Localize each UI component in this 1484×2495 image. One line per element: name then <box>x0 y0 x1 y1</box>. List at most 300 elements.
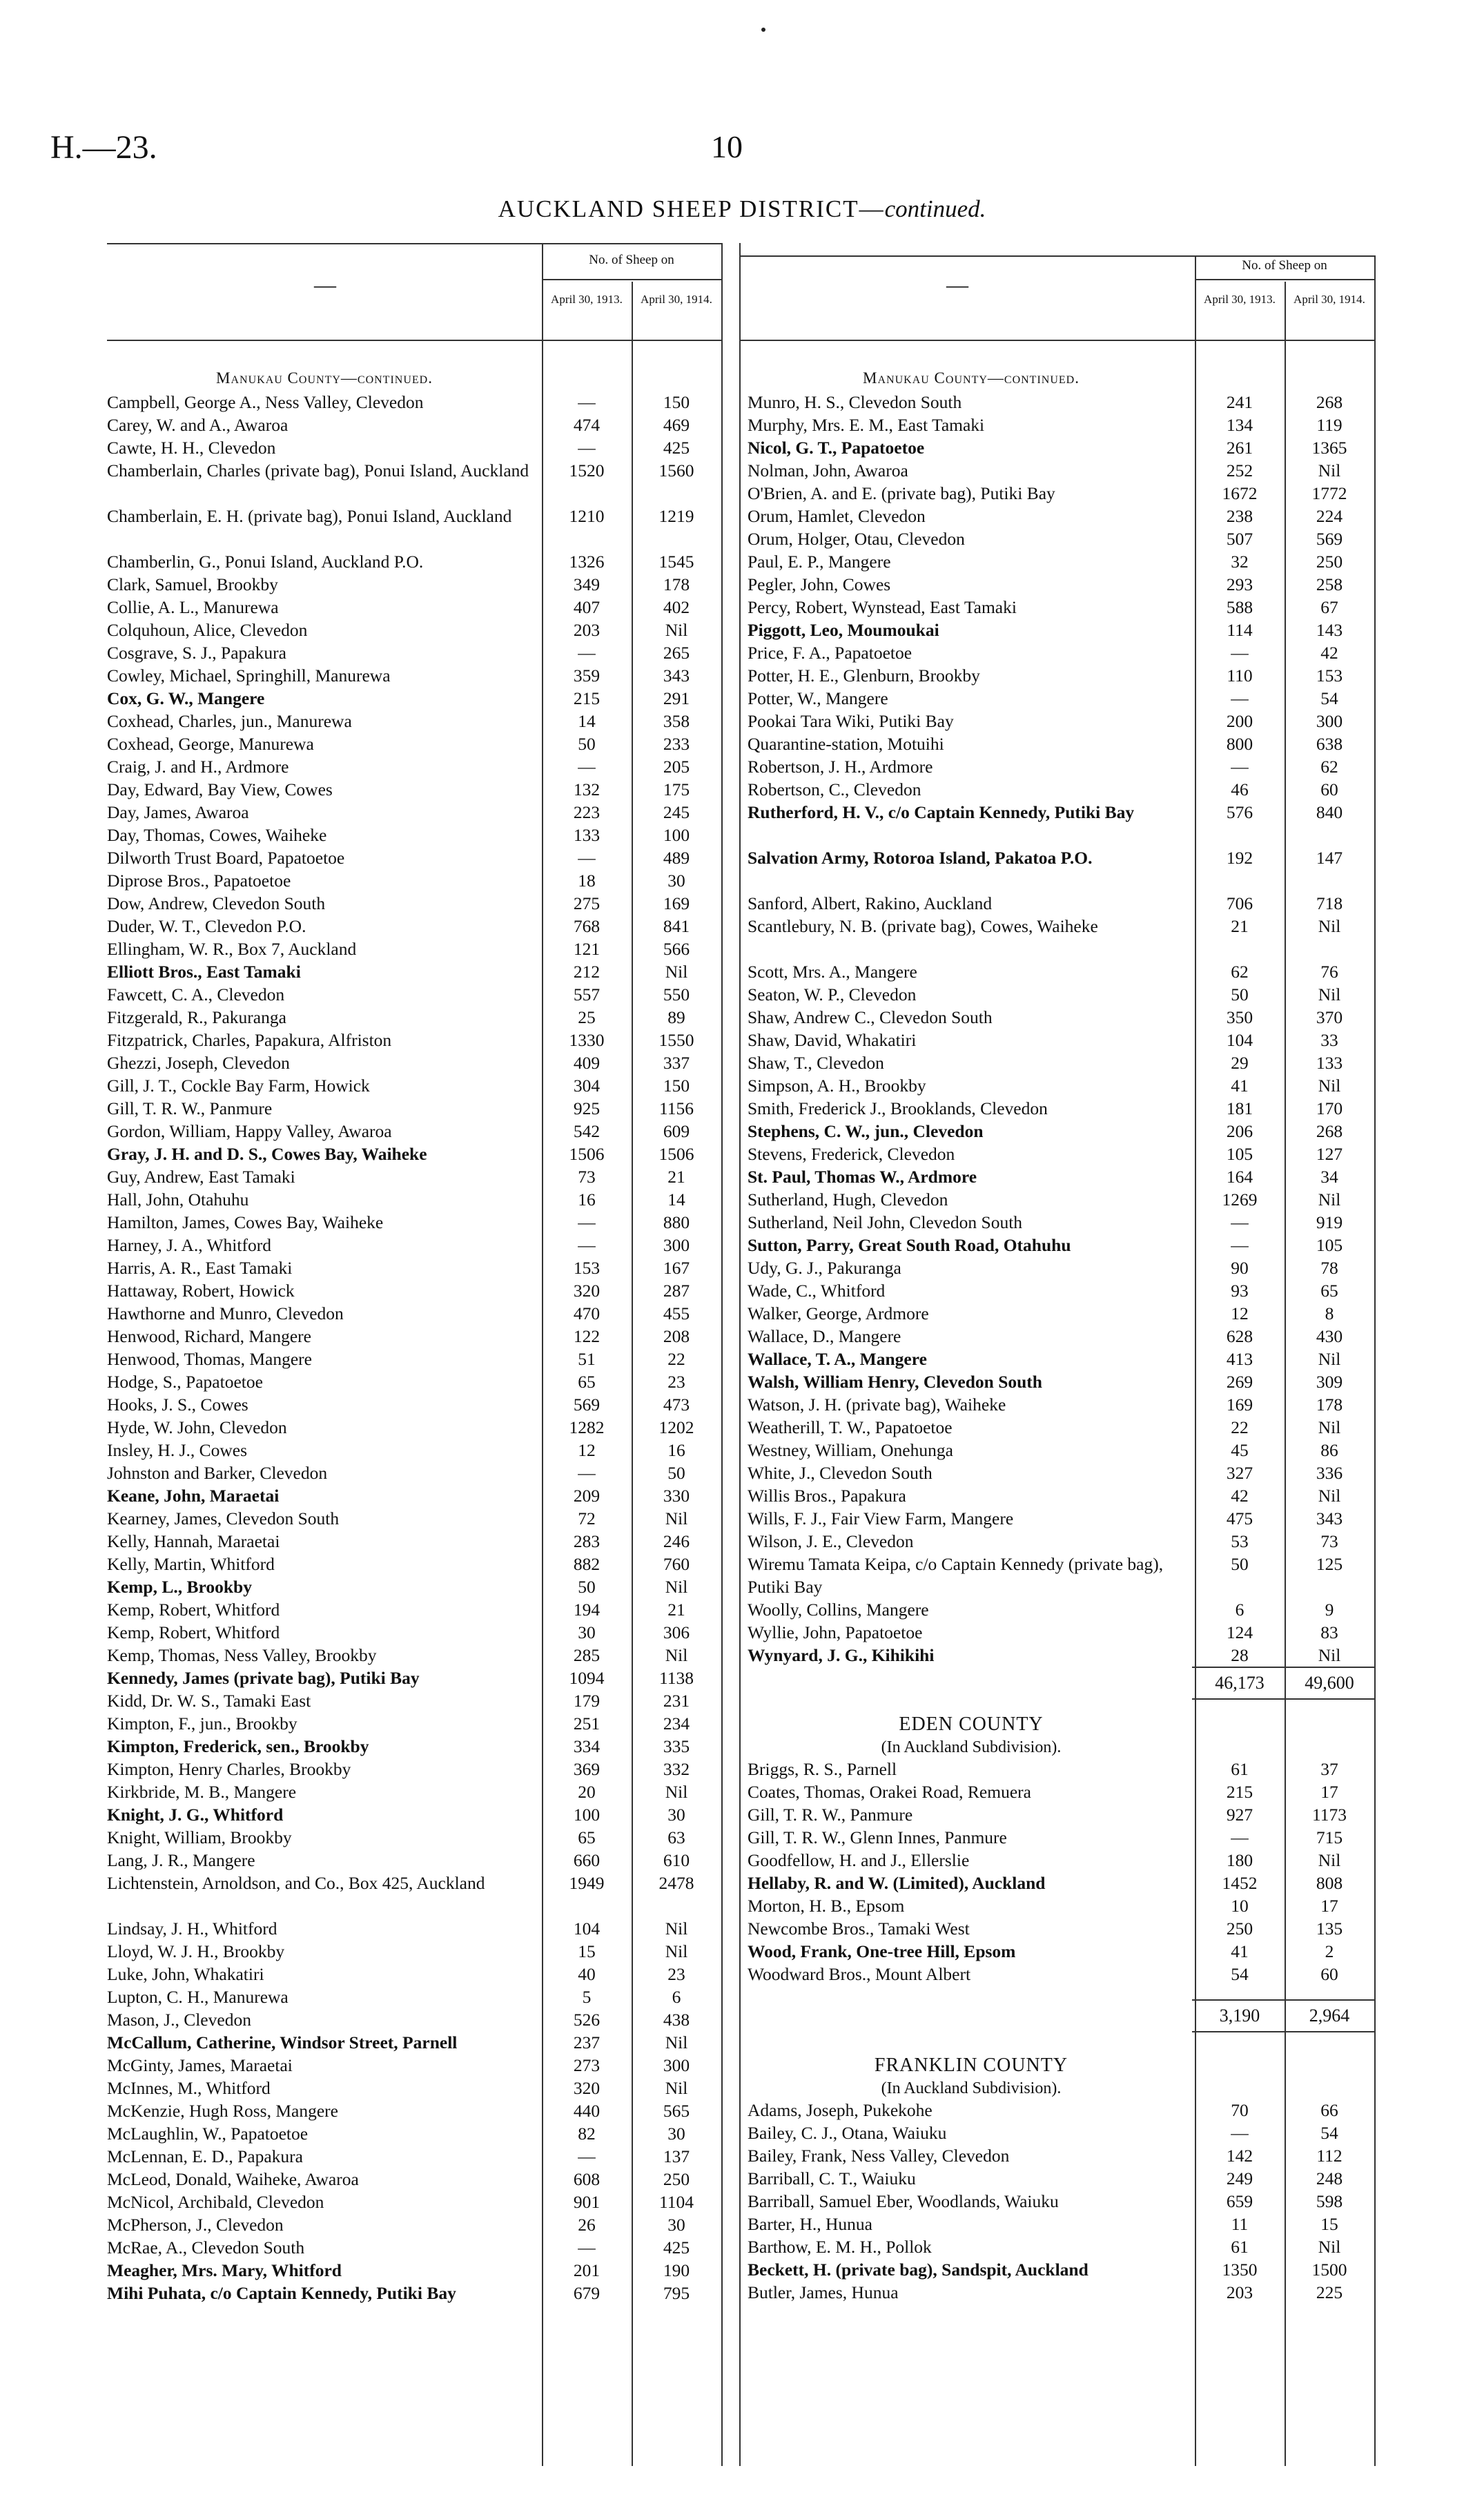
table-row <box>748 1780 1378 1803</box>
owner-name: Rutherford, H. V., c/o Captain Kennedy, Putiki Bay <box>748 802 1135 822</box>
sheep-1914: 125 <box>1316 1554 1343 1574</box>
sheep-1913: 206 <box>1226 1121 1253 1141</box>
owner-name: Barriball, Samuel Eber, Woodlands, Waiuku <box>748 2191 1059 2211</box>
owner-name: Gill, T. R. W., Glenn Innes, Panmure <box>748 1827 1007 1847</box>
sheep-1914: 8 <box>1325 1303 1334 1323</box>
owner-name: Robertson, C., Clevedon <box>748 779 921 799</box>
table-row <box>107 2282 728 2327</box>
table-row <box>748 2167 1378 2190</box>
sheep-1913: 104 <box>1226 1030 1253 1050</box>
stub-dash: — <box>314 272 336 297</box>
sheep-1913: 46 <box>1231 779 1249 799</box>
sheep-1913: 526 <box>573 2010 601 2030</box>
sheep-1913: 706 <box>1226 893 1253 913</box>
table-row <box>748 1894 1378 1917</box>
sheep-1913: 261 <box>1226 438 1253 458</box>
table-row <box>748 732 1378 755</box>
owner-name: Hyde, W. John, Clevedon <box>107 1417 287 1437</box>
sheep-1913: 104 <box>573 1919 601 1939</box>
owner-name: Sutton, Parry, Great South Road, Otahuhu <box>748 1235 1071 1255</box>
sheep-1913: 41 <box>1231 1076 1249 1096</box>
sheep-1913: 768 <box>573 916 601 936</box>
sheep-1913: — <box>578 392 596 412</box>
sheep-1913: — <box>1231 1212 1249 1232</box>
sheep-1914: 1173 <box>1311 1805 1347 1825</box>
sheep-1913: 1282 <box>569 1417 605 1437</box>
table-row <box>107 1120 728 1143</box>
sheep-1913: 608 <box>573 2169 601 2189</box>
table-row <box>748 391 1378 414</box>
sheep-1914: 190 <box>663 2260 690 2280</box>
owner-name: Harney, J. A., Whitford <box>107 1235 271 1255</box>
owner-name: White, J., Clevedon South <box>748 1463 933 1483</box>
sheep-1913: — <box>578 848 596 868</box>
sheep-1914: 880 <box>663 1212 690 1232</box>
table-row <box>107 687 728 710</box>
owner-name: Wills, F. J., Fair View Farm, Mangere <box>748 1508 1014 1528</box>
owner-name: Ellingham, W. R., Box 7, Auckland <box>107 939 357 959</box>
sheep-1913: 54 <box>1231 1964 1249 1984</box>
table-row <box>748 1758 1378 1780</box>
sheep-1913: 30 <box>578 1622 596 1642</box>
owner-name: Day, James, Awaroa <box>107 802 249 822</box>
owner-name: Goodfellow, H. and J., Ellerslie <box>748 1850 970 1870</box>
sheep-1914: 1500 <box>1311 2260 1347 2280</box>
owner-name: Barter, H., Hunua <box>748 2214 872 2234</box>
sheep-1914: Nil <box>665 1577 688 1597</box>
sheep-1913: 169 <box>1226 1395 1253 1415</box>
owner-name: Westney, William, Onehunga <box>748 1440 953 1460</box>
total-row <box>748 1667 1378 1700</box>
owner-name: Beckett, H. (private bag), Sandspit, Auckland <box>748 2260 1088 2280</box>
owner-name: Hamilton, James, Cowes Bay, Waiheke <box>107 1212 384 1232</box>
owner-name: Kimpton, Frederick, sen., Brookby <box>107 1736 369 1756</box>
sheep-1913: 200 <box>1226 711 1253 731</box>
sheep-1913: 1326 <box>569 552 605 572</box>
owner-name: Kemp, L., Brookby <box>107 1577 252 1597</box>
table-row <box>107 1758 728 1780</box>
sheep-1914: 42 <box>1320 643 1338 663</box>
sheep-1914: 112 <box>1316 2146 1343 2166</box>
owner-name: Orum, Hamlet, Clevedon <box>748 506 926 526</box>
owner-name: Lichtenstein, Arnoldson, and Co., Box 425, Auckland <box>107 1873 485 1893</box>
table-row <box>107 1963 728 1986</box>
owner-name: Craig, J. and H., Ardmore <box>107 757 289 777</box>
sheep-1913: 82 <box>578 2124 596 2144</box>
owner-name: Gill, J. T., Cockle Bay Farm, Howick <box>107 1076 370 1096</box>
sheep-1914: Nil <box>1318 460 1341 480</box>
table-row <box>107 664 728 687</box>
owner-name: Wilson, J. E., Clevedon <box>748 1531 914 1551</box>
sheep-1914: 23 <box>667 1964 685 1984</box>
sheep-1913: — <box>578 1463 596 1483</box>
table-row <box>107 459 728 505</box>
sheep-1914: 473 <box>663 1395 690 1415</box>
sheep-1913: 209 <box>573 1486 601 1506</box>
table-row <box>748 1120 1378 1143</box>
sheep-1913: 26 <box>578 2215 596 2235</box>
table-row <box>107 414 728 436</box>
sheep-1914: Nil <box>665 2032 688 2052</box>
total-1913: 3,190 <box>1219 2006 1260 2026</box>
sheep-1914: 795 <box>663 2283 690 2303</box>
sheep-1913: 70 <box>1231 2100 1249 2120</box>
owner-name: McRae, A., Clevedon South <box>107 2237 305 2258</box>
sheep-1913: 293 <box>1226 574 1253 594</box>
sheep-1913: 1210 <box>569 506 605 526</box>
sheep-1914: 22 <box>667 1349 685 1369</box>
owner-name: Shaw, Andrew C., Clevedon South <box>748 1007 993 1027</box>
owner-name: Pookai Tara Wiki, Putiki Bay <box>748 711 954 731</box>
table-row <box>748 1439 1378 1462</box>
sheep-1914: 208 <box>663 1326 690 1346</box>
sheep-1914: 67 <box>1320 597 1338 617</box>
sheep-1913: 40 <box>578 1964 596 1984</box>
owner-name: Quarantine-station, Motuihi <box>748 734 944 754</box>
owner-name: McKenzie, Hugh Ross, Mangere <box>107 2101 338 2121</box>
sheep-1913: — <box>578 1235 596 1255</box>
col-1914-header: April 30, 1914. <box>1293 293 1365 306</box>
sheep-1914: 205 <box>663 757 690 777</box>
table-row <box>107 1165 728 1188</box>
sheep-1913: 61 <box>1231 2237 1249 2257</box>
sheep-1913: — <box>1231 643 1249 663</box>
owner-name: Nicol, G. T., Papatoetoe <box>748 438 925 458</box>
sheep-1914: 550 <box>663 984 690 1004</box>
table-row <box>107 550 728 573</box>
sheep-1913: 413 <box>1226 1349 1253 1369</box>
owner-name: Kemp, Thomas, Ness Valley, Brookby <box>107 1645 377 1665</box>
owner-name: Gordon, William, Happy Valley, Awaroa <box>107 1121 392 1141</box>
sheep-1913: 251 <box>573 1714 601 1734</box>
sheep-1913: 215 <box>573 688 601 708</box>
sheep-1914: 63 <box>667 1827 685 1847</box>
sheep-1913: 507 <box>1226 529 1253 549</box>
owner-name: Stephens, C. W., jun., Clevedon <box>748 1121 984 1141</box>
sheep-1913: 61 <box>1231 1759 1249 1779</box>
sheep-1913: 14 <box>578 711 596 731</box>
sheep-1913: — <box>578 757 596 777</box>
table-row <box>107 960 728 983</box>
table-row <box>748 1348 1378 1370</box>
table-row <box>748 2122 1378 2144</box>
sheep-1913: 32 <box>1231 552 1249 572</box>
sheep-1913: 252 <box>1226 460 1253 480</box>
sheep-1914: 425 <box>663 2237 690 2258</box>
owner-name: Butler, James, Hunua <box>748 2282 899 2302</box>
col-1913-header: April 30, 1913. <box>1204 293 1276 306</box>
sheep-1914: 147 <box>1316 848 1343 868</box>
owner-name: Fitzpatrick, Charles, Papakura, Alfriston <box>107 1030 392 1050</box>
owner-name: Potter, H. E., Glenburn, Brookby <box>748 666 980 686</box>
table-row <box>748 664 1378 687</box>
sheep-1913: 25 <box>578 1007 596 1027</box>
owner-name: McNicol, Archibald, Clevedon <box>107 2192 324 2212</box>
table-row <box>748 2235 1378 2258</box>
sheep-1914: 15 <box>1320 2214 1338 2234</box>
table-row <box>107 1234 728 1256</box>
sheep-1913: 1452 <box>1222 1873 1258 1893</box>
owner-name: Day, Edward, Bay View, Cowes <box>107 779 333 799</box>
table-row <box>107 2145 728 2168</box>
table-row <box>107 2168 728 2191</box>
table-row <box>107 2259 728 2282</box>
owner-name: Wallace, T. A., Mangere <box>748 1349 927 1369</box>
sheep-1914: 268 <box>1316 392 1343 412</box>
sheep-1914: 332 <box>663 1759 690 1779</box>
table-row <box>107 915 728 938</box>
owner-name: McLaughlin, W., Papatoetoe <box>107 2124 309 2144</box>
table-row <box>107 1689 728 1712</box>
owner-name: Johnston and Barker, Clevedon <box>107 1463 328 1483</box>
sheep-1913: 203 <box>573 620 601 640</box>
owner-name: Price, F. A., Papatoetoe <box>748 643 912 663</box>
sheep-1913: 1506 <box>569 1144 605 1164</box>
table-row <box>107 1006 728 1029</box>
sheep-1914: 30 <box>667 2124 685 2144</box>
sheep-1913: 215 <box>1226 1782 1253 1802</box>
owner-name: McGinty, James, Maraetai <box>107 2055 293 2075</box>
section-subheading: (In Auckland Subdivision). <box>881 2079 1062 2097</box>
owner-name: Lang, J. R., Mangere <box>107 1850 255 1870</box>
sheep-1914: 127 <box>1316 1144 1343 1164</box>
table-row <box>748 619 1378 641</box>
table-row <box>748 983 1378 1006</box>
owner-name: Kimpton, Henry Charles, Brookby <box>107 1759 351 1779</box>
sheep-1914: 1560 <box>658 460 694 480</box>
table-row <box>107 1780 728 1803</box>
sheep-1914: 358 <box>663 711 690 731</box>
sheep-1914: 438 <box>663 2010 690 2030</box>
table-row <box>748 414 1378 436</box>
sheep-1913: 1330 <box>569 1030 605 1050</box>
sheep-1914: 175 <box>663 779 690 799</box>
sheep-1914: 233 <box>663 734 690 754</box>
table-row <box>748 801 1378 846</box>
sheep-1914: 402 <box>663 597 690 617</box>
sheep-1914: Nil <box>1318 1349 1341 1369</box>
document-reference: H.—23. <box>50 129 157 166</box>
table-row <box>748 527 1378 550</box>
sheep-1914: 250 <box>1316 552 1343 572</box>
table-row <box>748 550 1378 573</box>
spacer <box>748 1986 1378 1999</box>
table-row <box>107 1074 728 1097</box>
table-row <box>107 1575 728 1598</box>
table-row <box>748 755 1378 778</box>
col-1914-header: April 30, 1914. <box>641 293 712 306</box>
table-row <box>107 1917 728 1940</box>
owner-name: Diprose Bros., Papatoetoe <box>107 871 291 891</box>
owner-name: Cowley, Michael, Springhill, Manurewa <box>107 666 391 686</box>
table-row <box>107 1393 728 1416</box>
sheep-1913: — <box>1231 1827 1249 1847</box>
sheep-1914: Nil <box>1318 1645 1341 1665</box>
sheep-1914: 610 <box>663 1850 690 1870</box>
table-row <box>107 1986 728 2008</box>
owner-name: Chamberlain, Charles (private bag), Ponui Island, Auckland <box>107 460 529 480</box>
sheep-1913: 1094 <box>569 1668 605 1688</box>
sheep-1914: 306 <box>663 1622 690 1642</box>
sheep-1914: 6 <box>672 1987 681 2007</box>
owner-name: Wallace, D., Mangere <box>748 1326 901 1346</box>
table-row <box>107 1735 728 1758</box>
table-row <box>748 1325 1378 1348</box>
sheep-1913: 237 <box>573 2032 601 2052</box>
table-row <box>748 1006 1378 1029</box>
sheep-1913: 201 <box>573 2260 601 2280</box>
table-row <box>748 710 1378 732</box>
sheep-1913: 11 <box>1231 2214 1249 2234</box>
stub-dash: — <box>946 272 968 297</box>
owner-name: Fawcett, C. A., Clevedon <box>107 984 285 1004</box>
sheep-1913: 132 <box>573 779 601 799</box>
sheep-1913: 45 <box>1231 1440 1249 1460</box>
table-row <box>748 1484 1378 1507</box>
sheep-1914: 33 <box>1320 1030 1338 1050</box>
table-row <box>748 1165 1378 1188</box>
table-row <box>107 2191 728 2213</box>
table-row <box>107 1507 728 1530</box>
sheep-1914: 37 <box>1320 1759 1338 1779</box>
owner-name: Piggott, Leo, Moumoukai <box>748 620 939 640</box>
sheep-1914: 76 <box>1320 962 1338 982</box>
sheep-1913: 110 <box>1227 666 1253 686</box>
sheep-1913: 100 <box>573 1805 601 1825</box>
sheep-1913: 320 <box>573 2078 601 2098</box>
sheep-1914: 841 <box>663 916 690 936</box>
table-row <box>748 1621 1378 1644</box>
owner-name: Kelly, Hannah, Maraetai <box>107 1531 280 1551</box>
sheep-1914: 150 <box>663 392 690 412</box>
sheep-1913: 320 <box>573 1281 601 1301</box>
sheep-1914: 133 <box>1316 1053 1343 1073</box>
table-row <box>107 1667 728 1689</box>
sheep-1913: 327 <box>1226 1463 1253 1483</box>
table-row <box>107 1051 728 1074</box>
owner-name: Kennedy, James (private bag), Putiki Bay <box>107 1668 420 1688</box>
table-row <box>748 1849 1378 1872</box>
sheep-1914: 54 <box>1320 688 1338 708</box>
owner-name: Wood, Frank, One-tree Hill, Epsom <box>748 1941 1016 1961</box>
sheep-1913: 659 <box>1226 2191 1253 2211</box>
owner-name: Robertson, J. H., Ardmore <box>748 757 933 777</box>
sheep-1913: 350 <box>1226 1007 1253 1027</box>
sheep-1913: 223 <box>573 802 601 822</box>
owner-name: Coates, Thomas, Orakei Road, Remuera <box>748 1782 1031 1802</box>
owner-name: Percy, Robert, Wynstead, East Tamaki <box>748 597 1017 617</box>
owner-name: Kirkbride, M. B., Mangere <box>107 1782 297 1802</box>
table-row <box>748 2144 1378 2167</box>
sheep-1914: 83 <box>1320 1622 1338 1642</box>
sheep-1913: 285 <box>573 1645 601 1665</box>
owner-name: Briggs, R. S., Parnell <box>748 1759 897 1779</box>
sheep-1914: 224 <box>1316 506 1343 526</box>
sheep-1913: 53 <box>1231 1531 1249 1551</box>
table-row <box>107 1530 728 1553</box>
sheep-1914: Nil <box>1318 2237 1341 2257</box>
owner-name: Kidd, Dr. W. S., Tamaki East <box>107 1691 311 1711</box>
table-row <box>107 1302 728 1325</box>
left-rows <box>107 366 728 2327</box>
owner-name: Pegler, John, Cowes <box>748 574 891 594</box>
sheep-1913: — <box>578 2146 596 2166</box>
sheep-1913: 249 <box>1226 2168 1253 2188</box>
table-row <box>107 1370 728 1393</box>
table-row <box>107 1143 728 1165</box>
owner-name: Gill, T. R. W., Panmure <box>107 1098 273 1118</box>
sheep-1913: 1949 <box>569 1873 605 1893</box>
sheep-1913: 142 <box>1226 2146 1253 2166</box>
table-row <box>107 2099 728 2122</box>
total-1914: 49,600 <box>1305 1673 1354 1693</box>
sheep-1913: — <box>578 438 596 458</box>
table-row <box>107 1849 728 1872</box>
sheep-1913: 241 <box>1226 392 1253 412</box>
sheep-1914: 1550 <box>658 1030 694 1050</box>
sheep-count-header: No. of Sheep on <box>589 253 674 267</box>
sheep-1914: 16 <box>667 1440 685 1460</box>
sheep-1913: 124 <box>1226 1622 1253 1642</box>
owner-name: Orum, Holger, Otau, Clevedon <box>748 529 965 549</box>
sheep-1914: 309 <box>1316 1372 1343 1392</box>
owner-name: Mason, J., Clevedon <box>107 2010 251 2030</box>
table-row <box>107 1484 728 1507</box>
sheep-1913: — <box>1231 2123 1249 2143</box>
sheep-1913: 192 <box>1226 848 1253 868</box>
table-row <box>748 1051 1378 1074</box>
sheep-1914: 760 <box>663 1554 690 1574</box>
sheep-1914: 62 <box>1320 757 1338 777</box>
sheep-1914: 60 <box>1320 1964 1338 1984</box>
owner-name: McLeod, Donald, Waiheke, Awaroa <box>107 2169 359 2189</box>
sheep-1913: 576 <box>1226 802 1253 822</box>
sheep-1913: 22 <box>1231 1417 1249 1437</box>
table-row <box>107 641 728 664</box>
sheep-1914: 30 <box>667 2215 685 2235</box>
sheep-1914: 1772 <box>1311 483 1347 503</box>
sheep-1914: 30 <box>667 1805 685 1825</box>
right-table-header <box>739 243 1378 340</box>
sheep-1913: 20 <box>578 1782 596 1802</box>
owner-name: Paul, E. P., Mangere <box>748 552 891 572</box>
sheep-1914: 65 <box>1320 1281 1338 1301</box>
sheep-1913: 65 <box>578 1372 596 1392</box>
sheep-1914: Nil <box>665 1919 688 1939</box>
sheep-1914: 100 <box>663 825 690 845</box>
owner-name: Day, Thomas, Cowes, Waiheke <box>107 825 327 845</box>
sheep-1913: 927 <box>1226 1805 1253 1825</box>
table-row <box>107 801 728 824</box>
owner-name: Barriball, C. T., Waiuku <box>748 2168 916 2188</box>
sheep-1913: 542 <box>573 1121 601 1141</box>
sheep-1914: 343 <box>663 666 690 686</box>
sheep-1913: 440 <box>573 2101 601 2121</box>
table-row <box>107 596 728 619</box>
owner-name: Kemp, Robert, Whitford <box>107 1622 280 1642</box>
owner-name: Gray, J. H. and D. S., Cowes Bay, Waiheke <box>107 1144 427 1164</box>
table-row <box>748 1963 1378 1986</box>
sheep-1913: 238 <box>1226 506 1253 526</box>
sheep-1914: 370 <box>1316 1007 1343 1027</box>
sheep-1913: 800 <box>1226 734 1253 754</box>
sheep-1913: — <box>578 2237 596 2258</box>
sheep-1914: 566 <box>663 939 690 959</box>
sheep-1914: 23 <box>667 1372 685 1392</box>
sheep-1914: 66 <box>1320 2100 1338 2120</box>
owner-name: Smith, Frederick J., Brooklands, Clevedon <box>748 1098 1048 1118</box>
sheep-1914: 489 <box>663 848 690 868</box>
